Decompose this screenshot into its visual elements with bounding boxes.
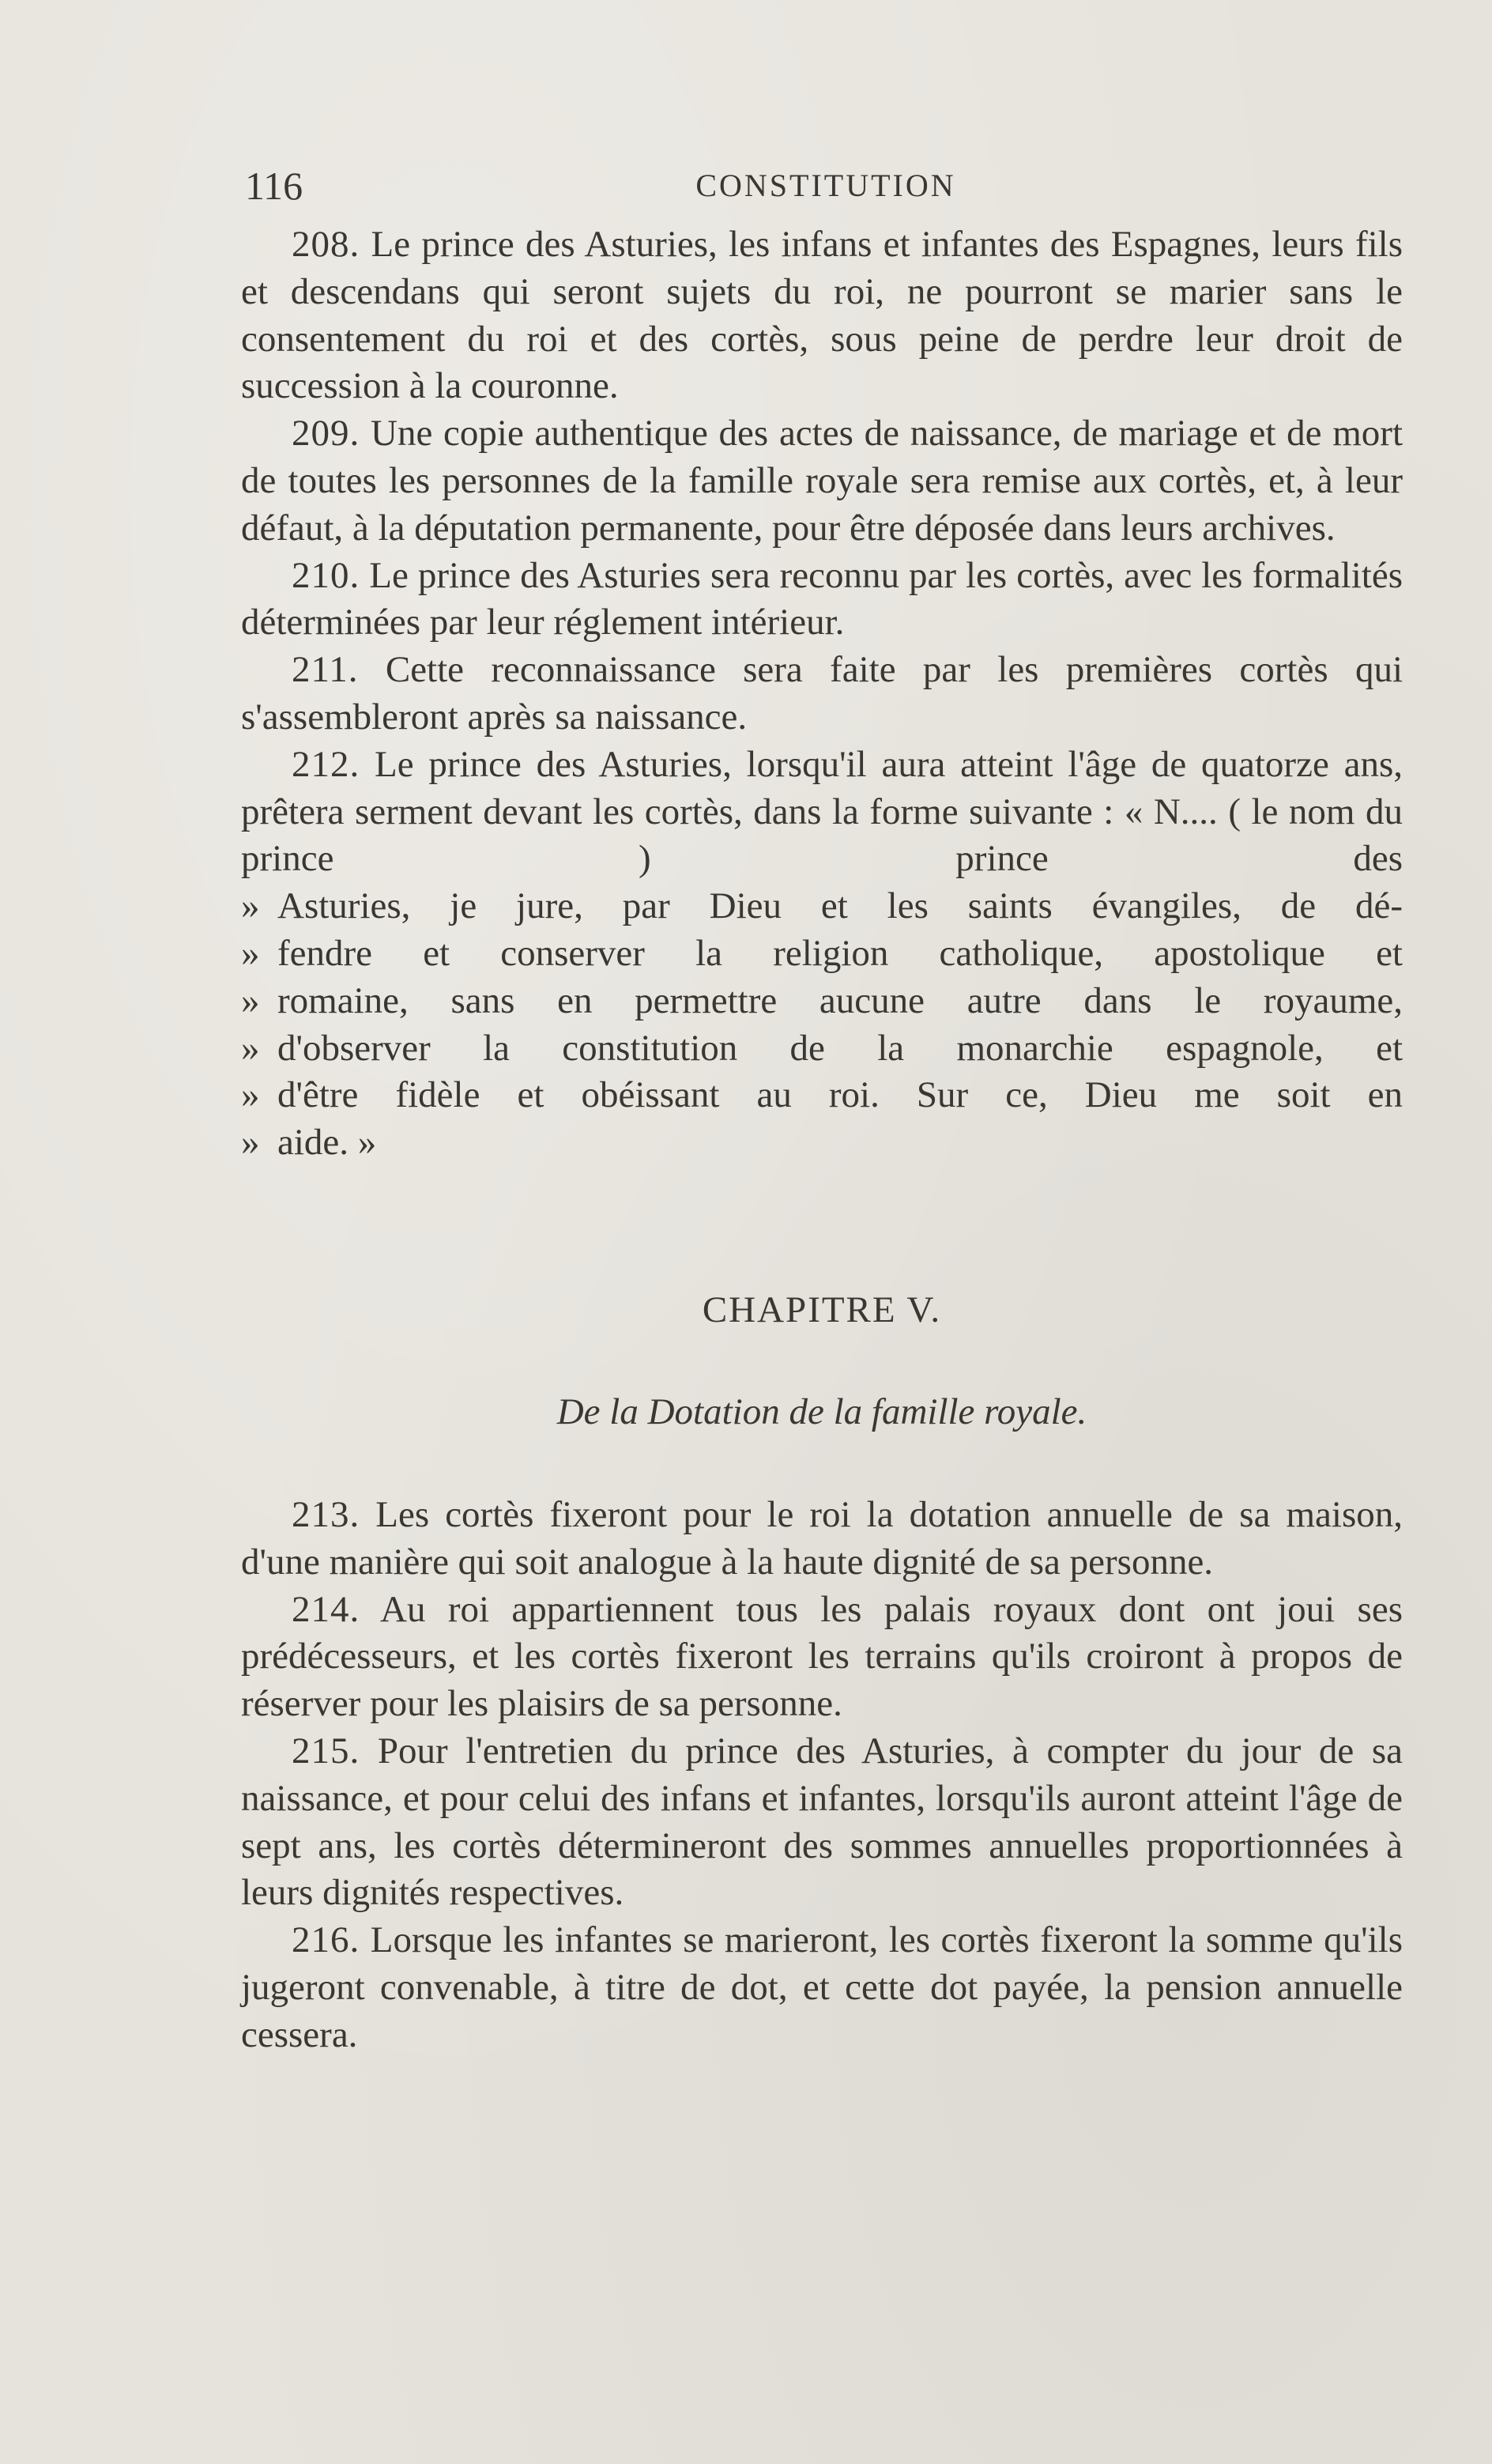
article-number: 212. — [292, 743, 360, 785]
quote-mark: » — [241, 1074, 260, 1116]
article-number: 213. — [292, 1494, 360, 1535]
chapter-title: CHAPITRE V. — [702, 1289, 942, 1330]
page-header — [245, 162, 1407, 209]
oath-line-text: d'observer la constitution de la monarchie espagnole, et — [277, 1027, 1403, 1069]
oath-quote — [241, 883, 1403, 1167]
chapter-subtitle: De la Dotation de la famille royale. — [556, 1391, 1087, 1432]
article-text: Lorsque les infantes se marieront, les cortès fixeront la somme qu'ils jugeront convenable, à titre de dot, et cette dot payée, la pension annuelle cessera. — [241, 1919, 1403, 2055]
article-number: 215. — [292, 1730, 360, 1772]
quote-mark: » — [241, 1122, 260, 1164]
article-209 — [241, 410, 1403, 552]
article-214 — [241, 1587, 1403, 1728]
oath-line-text: aide. » — [277, 1122, 377, 1164]
article-215 — [241, 1728, 1403, 1917]
article-number: 210. — [292, 554, 360, 596]
oath-line — [241, 1119, 1403, 1167]
article-number: 214. — [292, 1588, 360, 1630]
article-211 — [241, 647, 1403, 741]
article-216 — [241, 1917, 1403, 2058]
quote-mark: » — [241, 885, 260, 927]
oath-line — [241, 883, 1403, 930]
article-text: Pour l'entretien du prince des Asturies, à compter du jour de sa naissance, et pour celui des infans et infantes, lorsqu'ils auront atteint l'âge de sept ans, les cortès détermineront des sommes annuelles proportionnées à leurs dignités respectives. — [241, 1730, 1403, 1914]
quote-mark: » — [241, 932, 260, 974]
article-210 — [241, 553, 1403, 647]
article-208 — [241, 221, 1403, 410]
article-text: Le prince des Asturies, les infans et infantes des Espagnes, leurs fils et descendans qui seront sujets du roi, ne pourront se marier sans le consentement du roi et des cortès, sous peine de perdre leur droit de succession à la couronne. — [241, 224, 1403, 407]
article-number: 211. — [292, 649, 359, 691]
article-block-top — [241, 221, 1403, 1167]
running-title: CONSTITUTION — [695, 168, 956, 203]
page-number: 116 — [245, 164, 303, 208]
oath-line — [241, 978, 1403, 1025]
article-213 — [241, 1492, 1403, 1587]
article-text: Une copie authentique des actes de naissance, de mariage et de mort de toutes les personnes de la famille royale sera remise aux cortès, et, à leur défaut, à la députation permanente, pour être déposée dans leurs archives. — [241, 413, 1403, 549]
quote-mark: » — [241, 1027, 260, 1069]
article-text: Cette reconnaissance sera faite par les premières cortès qui s'assembleront après sa naissance. — [241, 649, 1403, 738]
article-number: 208. — [292, 224, 360, 265]
oath-line-text: romaine, sans en permettre aucune autre dans le royaume, — [277, 979, 1403, 1021]
article-212 — [241, 741, 1403, 883]
oath-line-text: Asturies, je jure, par Dieu et les saints évangiles, de dé- — [277, 885, 1403, 927]
article-text: Au roi appartiennent tous les palais royaux dont ont joui ses prédécesseurs, et les cortès fixeront les terrains qu'ils croiront à propos de réserver pour les plaisirs de sa personne. — [241, 1588, 1403, 1725]
article-text: Les cortès fixeront pour le roi la dotation annuelle de sa maison, d'une manière qui soit analogue à la haute dignité de sa personne. — [241, 1494, 1403, 1583]
oath-line-text: d'être fidèle et obéissant au roi. Sur ce, Dieu me soit en — [277, 1074, 1403, 1116]
oath-line-text: fendre et conserver la religion catholique, apostolique et — [277, 932, 1403, 974]
article-text: Le prince des Asturies, lorsqu'il aura atteint l'âge de quatorze ans, prêtera serment devant les cortès, dans la forme suivante : « N.... ( le nom du prince ) prince des — [241, 743, 1403, 880]
article-block-bottom — [241, 1492, 1403, 2059]
article-text: Le prince des Asturies sera reconnu par les cortès, avec les formalités déterminées par leur réglement intérieur. — [241, 554, 1403, 643]
oath-line — [241, 930, 1403, 978]
article-number: 216. — [292, 1919, 360, 1961]
article-number: 209. — [292, 413, 360, 455]
oath-line — [241, 1072, 1403, 1119]
oath-line — [241, 1025, 1403, 1073]
quote-mark: » — [241, 979, 260, 1021]
